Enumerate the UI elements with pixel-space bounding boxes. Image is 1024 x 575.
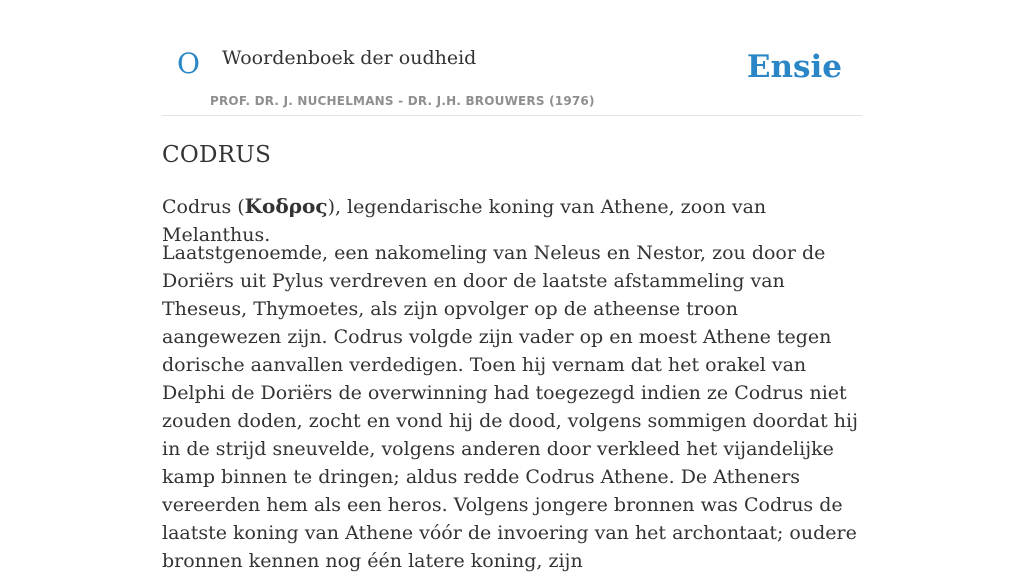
greek-name: Κοδρος xyxy=(244,194,328,218)
ensie-logo[interactable]: Ensie xyxy=(746,49,842,85)
entry-title: CODRUS xyxy=(162,142,272,168)
entry-body: Laatstgenoemde, een nakomeling van Neleus en Nestor, zou door de Doriërs uit Pylus verdreven en door de laatste afstammeling van Theseus, Thymoetes, als zijn opvolger op de atheense troon aangewezen zijn. Codrus volgde zijn vader op en moest Athene tegen dorische aanvallen verdedigen. Toen hij vernam dat het orakel van Delphi de Doriërs de overwinning had toegezegd indien ze Codrus niet zouden doden, zocht en vond hij de dood, volgens sommigen doordat hij in de strijd sneuvelde, volgens anderen door verkleed het vijandelijke kamp binnen te dringen; aldus redde Codrus Athene. De Atheners vereerden hem als een heros. Volgens jongere bronnen was Codrus de laatste koning van Athene vóór de invoering van het archontaat; oudere bronnen kennen nog één latere koning, zijn xyxy=(162,242,858,572)
content-container xyxy=(162,0,862,572)
intro-text-after: ), legendarische koning van Athene, zoon van Melanthus. xyxy=(162,196,767,246)
book-title[interactable]: Woordenboek der oudheid xyxy=(222,47,477,69)
header xyxy=(162,0,862,116)
book-authors: PROF. DR. J. NUCHELMANS - DR. J.H. BROUWERS (1976) xyxy=(210,94,595,108)
intro-text-before: Codrus ( xyxy=(162,196,245,218)
index-letter[interactable]: O xyxy=(177,47,200,80)
